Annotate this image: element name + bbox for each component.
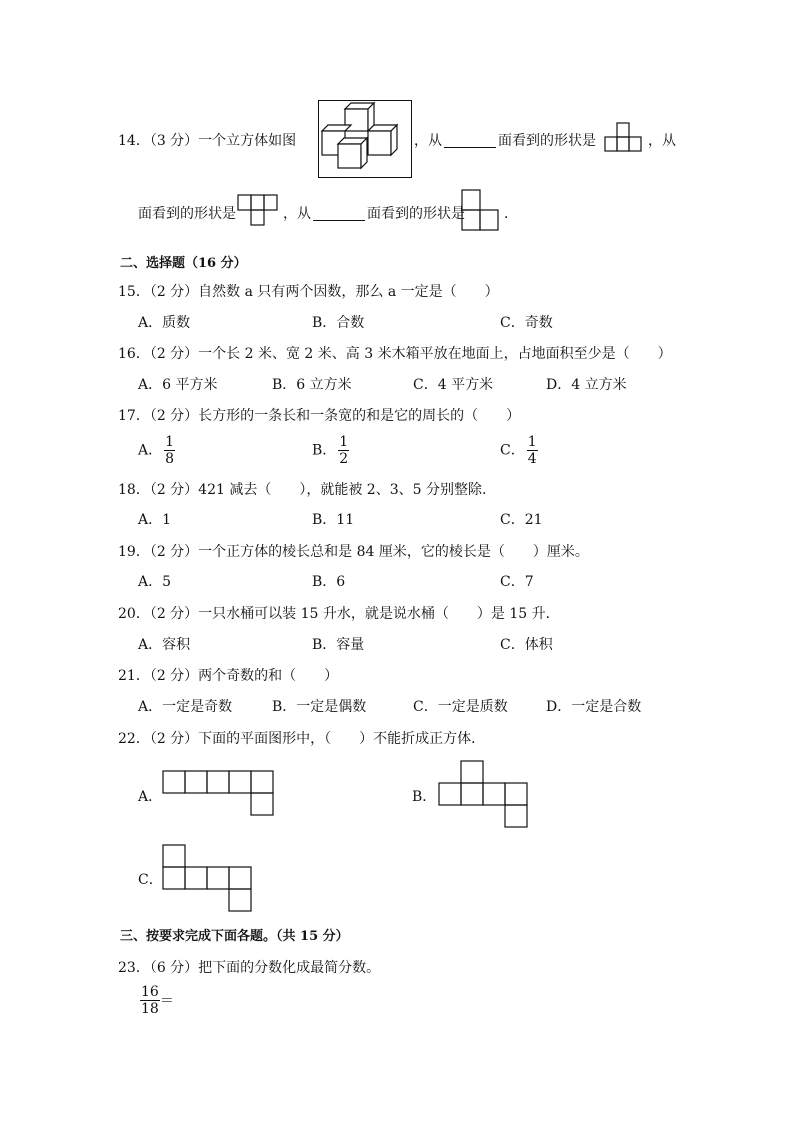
q21-option-a[interactable]: A．一定是奇数 xyxy=(138,699,233,715)
net-c-figure[interactable] xyxy=(162,844,252,912)
q16-option-d[interactable]: D．4 立方米 xyxy=(546,377,627,393)
fraction-numerator: 1 xyxy=(339,434,349,450)
fraction-one-half xyxy=(338,434,349,467)
section-heading-2: 二、选择题（16 分） xyxy=(120,256,247,271)
front-view-shape xyxy=(604,121,644,153)
fraction-numerator: 1 xyxy=(165,434,175,450)
q20-option-b[interactable]: B．容量 xyxy=(312,637,365,653)
q17-option-c[interactable] xyxy=(500,434,538,467)
q18-option-c[interactable]: C．21 xyxy=(500,512,543,528)
q14-text-8: ． xyxy=(504,206,518,222)
q21-stem: 21．（2 分）两个奇数的和（ ） xyxy=(118,668,339,684)
q17-option-a-label: A． xyxy=(138,442,163,459)
q17-option-b[interactable] xyxy=(312,434,349,467)
answer-blank-1[interactable] xyxy=(444,133,496,148)
q14-text-3: 面看到的形状是 xyxy=(498,133,596,149)
q22-option-a-label[interactable]: A． xyxy=(138,789,163,805)
q21-option-b[interactable]: B．一定是偶数 xyxy=(272,699,367,715)
fraction-denominator: 8 xyxy=(165,451,175,467)
fraction-one-quarter xyxy=(527,434,538,467)
q22-option-c-label[interactable]: C． xyxy=(138,872,163,888)
q16-option-c[interactable]: C．4 平方米 xyxy=(413,377,494,393)
q14-line1 xyxy=(118,130,296,150)
fraction-numerator: 1 xyxy=(527,434,537,450)
fraction-one-eighth xyxy=(164,434,175,467)
q18-option-a[interactable]: A．1 xyxy=(138,512,172,528)
fraction-denominator: 4 xyxy=(527,451,537,467)
q21-option-d[interactable]: D．一定是合数 xyxy=(546,699,642,715)
q16-option-a[interactable]: A．6 平方米 xyxy=(138,377,218,393)
cube-stack-figure xyxy=(318,100,412,178)
q22-option-b-label[interactable]: B． xyxy=(412,789,437,805)
q14-text-7: 面看到的形状是 xyxy=(367,206,465,222)
q16-stem: 16．（2 分）一个长 2 米、宽 2 米、高 3 米木箱平放在地面上，占地面积至少是（ ） xyxy=(118,346,672,362)
equals-sign: ＝ xyxy=(159,993,174,1010)
q19-option-c[interactable]: C．7 xyxy=(500,574,534,590)
q15-option-c[interactable]: C．奇数 xyxy=(500,315,553,331)
q19-option-a[interactable]: A．5 xyxy=(138,574,172,590)
q14-text-6: ，从 xyxy=(283,206,311,222)
q17-stem: 17．（2 分）长方形的一条长和一条宽的和是它的周长的（ ） xyxy=(118,408,521,424)
q16-option-b[interactable]: B．6 立方米 xyxy=(272,377,352,393)
q22-stem: 22．（2 分）下面的平面图形中，（ ）不能折成正方体． xyxy=(118,731,486,747)
net-b-figure[interactable] xyxy=(438,760,528,828)
q17-option-a[interactable] xyxy=(138,434,175,467)
q23-stem: 23．（6 分）把下面的分数化成最简分数。 xyxy=(118,960,381,976)
q15-option-a[interactable]: A．质数 xyxy=(138,315,191,331)
fraction-denominator: 2 xyxy=(339,451,349,467)
q14-text-5: 面看到的形状是 xyxy=(138,206,236,222)
q15-option-b[interactable]: B．合数 xyxy=(312,315,365,331)
q17-option-c-label: C． xyxy=(500,442,525,459)
q14-text-4: ，从 xyxy=(648,133,676,149)
q14-line1-tail xyxy=(414,130,596,150)
side-view-shape xyxy=(237,193,281,229)
q21-option-c[interactable]: C．一定是质数 xyxy=(413,699,508,715)
net-a-figure[interactable] xyxy=(162,770,274,816)
q19-stem: 19．（2 分）一个正方体的棱长总和是 84 厘米，它的棱长是（ ）厘米。 xyxy=(118,544,589,560)
answer-blank-2[interactable] xyxy=(313,206,365,221)
fraction-denominator: 18 xyxy=(141,1001,159,1017)
q23-expression xyxy=(138,984,174,1017)
top-view-shape xyxy=(461,188,503,232)
q19-option-b[interactable]: B．6 xyxy=(312,574,346,590)
q14-line2-tail xyxy=(283,203,465,223)
q18-option-b[interactable]: B．11 xyxy=(312,512,355,528)
q17-option-b-label: B． xyxy=(312,442,337,459)
q18-stem: 18．（2 分）421 减去（ ），就能被 2、3、5 分别整除． xyxy=(118,482,496,498)
q15-stem: 15．（2 分）自然数 a 只有两个因数，那么 a 一定是（ ） xyxy=(118,284,499,300)
q14-text-2: ，从 xyxy=(414,133,442,149)
q14-text-1: 14．（3 分）一个立方体如图 xyxy=(118,133,297,149)
section-heading-3: 三、按要求完成下面各题。（共 15 分） xyxy=(120,929,349,944)
fraction-sixteen-eighteenths xyxy=(140,984,160,1017)
fraction-numerator: 16 xyxy=(141,984,159,1000)
q20-stem: 20．（2 分）一只水桶可以装 15 升水，就是说水桶（ ）是 15 升． xyxy=(118,606,560,622)
q20-option-c[interactable]: C．体积 xyxy=(500,637,553,653)
q20-option-a[interactable]: A．容积 xyxy=(138,637,191,653)
